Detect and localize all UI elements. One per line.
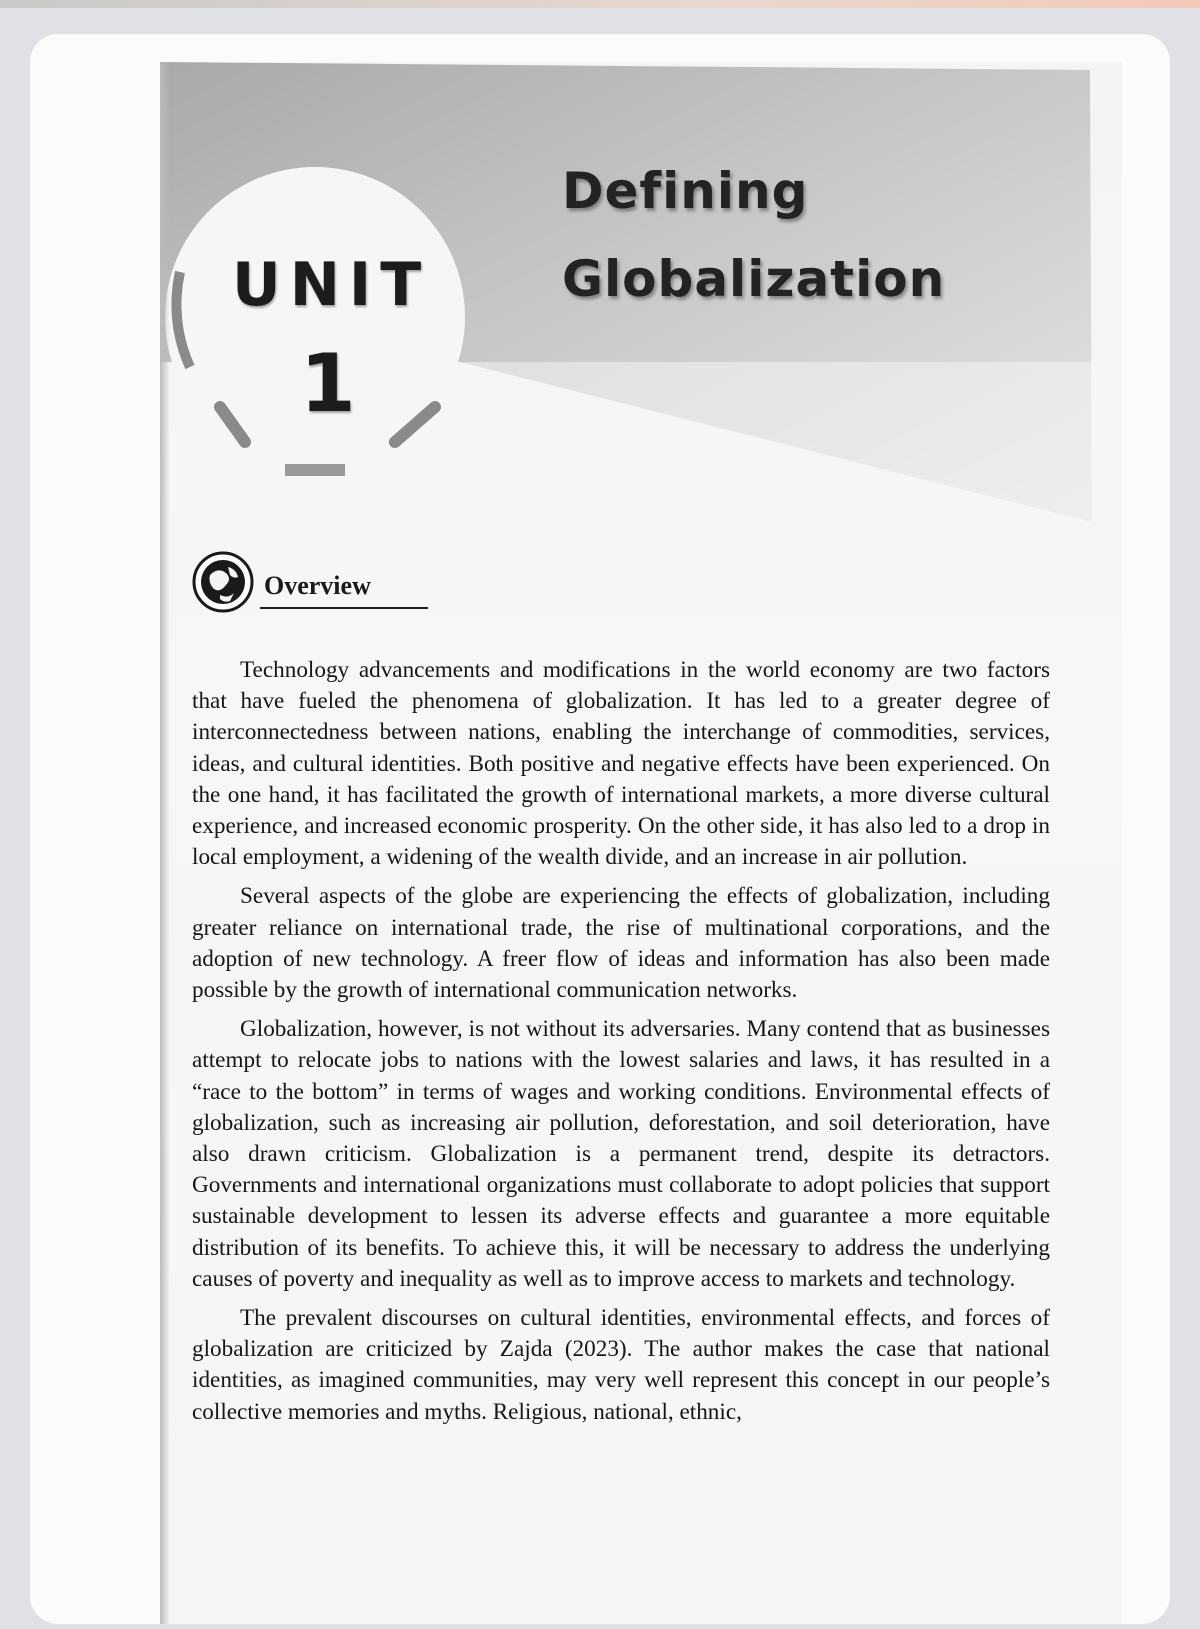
paragraph-3: Globalization, however, is not without its adversaries. Many contend that as businesses attempt to relocate jobs to nations with the lowest salaries and laws, it has resulted in a “race to the bottom” in terms of wages and working conditions. Environmental effects of globalization, such as increasing air pollution, deforestation, and soil deterioration, have also drawn criticism. Globalization is a permanent trend, despite its detractors. Governments and international organizations must collaborate to adopt policies that support sustainable development to lessen its adverse effects and guarantee a more equitable distribution of its benefits. To achieve this, it will be necessary to address the underlying causes of poverty and inequality as well as to improve access to markets and technology. [192, 1016, 1050, 1292]
unit-number: 1 [300, 337, 356, 430]
globe-hand-icon [190, 549, 256, 615]
page-binding-shadow [160, 62, 170, 1624]
image-viewer-card [30, 34, 1170, 1624]
unit-circle-badge [150, 152, 480, 492]
title-line-2: Globalization [562, 250, 946, 308]
overview-label: Overview [264, 571, 371, 600]
paragraph-1: Technology advancements and modifications in the world economy are two factors that have fueled the phenomena of globalization. It has led to a greater degree of interconnectedness between nations, enabling the interchange of commodities, services, ideas, and cultural identities. Both positive and negative effects have been experienced. On the one hand, it has facilitated the growth of international markets, a more diverse cultural experience, and increased economic prosperity. On the other side, it has also led to a drop in local employment, a widening of the wealth divide, and an increase in air pollution. [192, 657, 1050, 871]
screen-top-edge [0, 0, 1200, 8]
overview-underline [260, 607, 428, 609]
overview-heading [190, 547, 430, 617]
unit-label: UNIT [232, 250, 431, 320]
title-line-1: Defining [562, 162, 809, 220]
body-text [192, 655, 1050, 1436]
paragraph-4: The prevalent discourses on cultural identities, environmental effects, and forces of globalization are criticized by Zajda (2023). The author makes the case that national identities, as imagined communities, may very well represent this concept in our people’s collective memories and myths. Religious, national, ethnic, [192, 1305, 1050, 1425]
paragraph-2: Several aspects of the globe are experiencing the effects of globalization, including greater reliance on international trade, the rise of multinational corporations, and the adoption of new technology. A freer flow of ideas and information has also been made possible by the growth of international communication networks. [192, 883, 1050, 1004]
book-page [160, 62, 1122, 1624]
unit-header [160, 62, 1122, 532]
